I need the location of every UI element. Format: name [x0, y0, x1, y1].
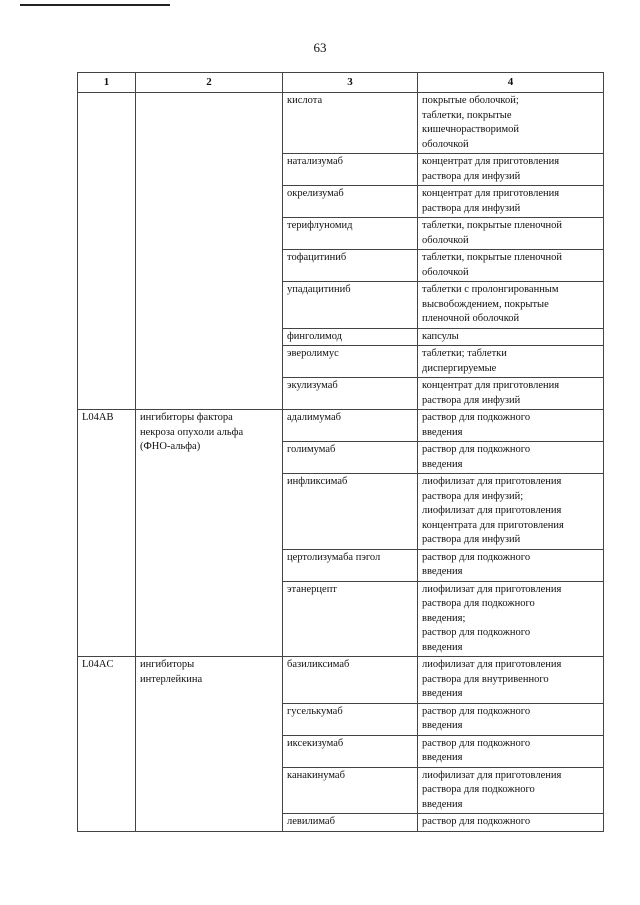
- dosage-form-cell: капсулы: [418, 328, 604, 346]
- table-header-row: [78, 73, 604, 93]
- group-name-cell: ингибиторы фактора некроза опухоли альфа (ФНО-альфа): [136, 410, 283, 657]
- drug-name-cell: тофацитиниб: [283, 250, 418, 282]
- drug-name-cell: адалимумаб: [283, 410, 418, 442]
- code-cell: L04AB: [78, 410, 136, 657]
- dosage-form-cell: лиофилизат для приготовления раствора для подкожного введения; раствор для подкожного введения: [418, 581, 604, 657]
- table-body: [78, 93, 604, 832]
- drug-name-cell: иксекизумаб: [283, 735, 418, 767]
- drug-name-cell: кислота: [283, 93, 418, 154]
- dosage-form-cell: лиофилизат для приготовления раствора для подкожного введения: [418, 767, 604, 814]
- table-row: [78, 410, 604, 442]
- dosage-form-cell: раствор для подкожного: [418, 814, 604, 832]
- drug-name-cell: базиликсимаб: [283, 657, 418, 704]
- drug-name-cell: упадацитиниб: [283, 282, 418, 329]
- dosage-form-cell: раствор для подкожного введения: [418, 410, 604, 442]
- group-name-cell: [136, 93, 283, 410]
- group-name-cell: ингибиторы интерлейкина: [136, 657, 283, 832]
- table-row: [78, 657, 604, 704]
- drug-table: [77, 72, 604, 832]
- table-row: [78, 93, 604, 154]
- drug-name-cell: натализумаб: [283, 154, 418, 186]
- drug-name-cell: левилимаб: [283, 814, 418, 832]
- dosage-form-cell: лиофилизат для приготовления раствора для внутривенного введения: [418, 657, 604, 704]
- column-header: 3: [283, 73, 418, 93]
- dosage-form-cell: концентрат для приготовления раствора для инфузий: [418, 186, 604, 218]
- dosage-form-cell: концентрат для приготовления раствора для инфузий: [418, 378, 604, 410]
- dosage-form-cell: таблетки, покрытые пленочной оболочкой: [418, 218, 604, 250]
- column-header: 4: [418, 73, 604, 93]
- drug-name-cell: экулизумаб: [283, 378, 418, 410]
- header-rule: [20, 4, 170, 6]
- dosage-form-cell: раствор для подкожного введения: [418, 442, 604, 474]
- drug-name-cell: эверолимус: [283, 346, 418, 378]
- dosage-form-cell: таблетки, покрытые пленочной оболочкой: [418, 250, 604, 282]
- dosage-form-cell: таблетки с пролонгированным высвобождением, покрытые пленочной оболочкой: [418, 282, 604, 329]
- dosage-form-cell: раствор для подкожного введения: [418, 703, 604, 735]
- drug-name-cell: этанерцепт: [283, 581, 418, 657]
- dosage-form-cell: раствор для подкожного введения: [418, 735, 604, 767]
- dosage-form-cell: лиофилизат для приготовления раствора для инфузий; лиофилизат для приготовления концентрата для приготовления раствора для инфузий: [418, 474, 604, 550]
- column-header: 2: [136, 73, 283, 93]
- drug-name-cell: окрелизумаб: [283, 186, 418, 218]
- column-header: 1: [78, 73, 136, 93]
- drug-name-cell: гуселькумаб: [283, 703, 418, 735]
- drug-name-cell: канакинумаб: [283, 767, 418, 814]
- code-cell: L04AC: [78, 657, 136, 832]
- dosage-form-cell: таблетки; таблетки диспергируемые: [418, 346, 604, 378]
- dosage-form-cell: концентрат для приготовления раствора для инфузий: [418, 154, 604, 186]
- dosage-form-cell: раствор для подкожного введения: [418, 549, 604, 581]
- dosage-form-cell: покрытые оболочкой; таблетки, покрытые кишечнорастворимой оболочкой: [418, 93, 604, 154]
- code-cell: [78, 93, 136, 410]
- drug-name-cell: финголимод: [283, 328, 418, 346]
- page-number: 63: [313, 40, 327, 55]
- drug-name-cell: цертолизумаба пэгол: [283, 549, 418, 581]
- drug-name-cell: терифлуномид: [283, 218, 418, 250]
- drug-name-cell: инфликсимаб: [283, 474, 418, 550]
- drug-name-cell: голимумаб: [283, 442, 418, 474]
